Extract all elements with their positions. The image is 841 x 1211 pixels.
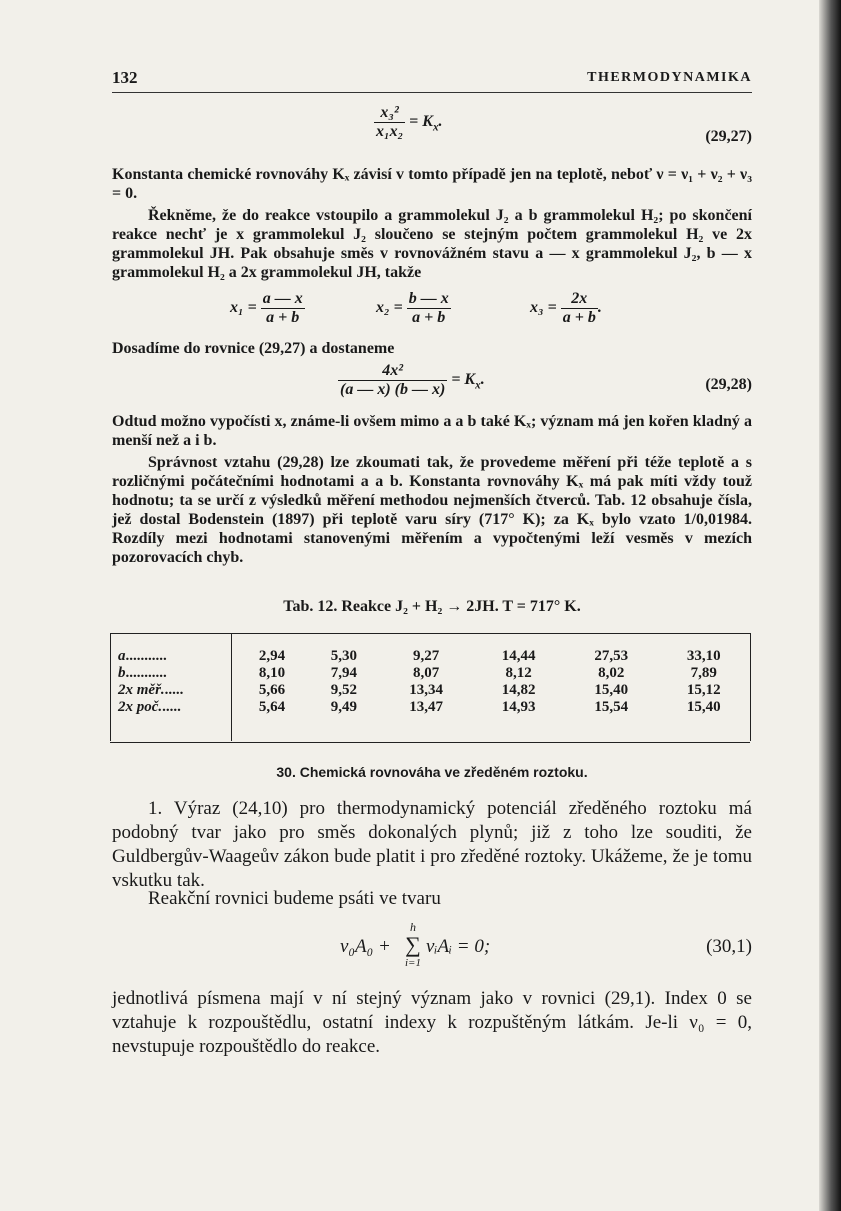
table-cell: 14,93 [501,699,536,715]
eq-29-28-rhs-sub: x [475,379,481,392]
eq-30-1-rhs: νᵢAᵢ = 0; [426,936,491,957]
table-left-border [110,633,111,741]
table-cell: 7,94 [330,665,358,681]
table-cell: 15,54 [594,699,629,715]
table-row [110,665,750,682]
table-row-label [110,699,236,716]
running-head-title: THERMODYNAMIKA [587,70,752,85]
eq-30-1-sum [402,918,424,972]
table-caption: Tab. 12. Reakce J₂ + H₂ → 2JH. T = 717° K. [283,598,581,615]
eq-30-1-label: (30,1) [706,936,752,957]
section-paragraph-1: 1. Výraz (24,10) pro thermodynamický potenciál zředěného roztoku má podobný tvar jako pro směs dokonalých plynů; již z toho lze souditi, že Guldbergův-Waageův zákon bude platit i pro zředěné roztoky. Ukážeme, že je tomu vskutku tak. [112,798,752,891]
table-row-label [110,682,236,699]
paragraph-5: Správnost vztahu (29,28) lze zkoumati tak, že provedeme měření při téže teplotě a s rozličnými počátečními hodnotami a a b. Konstanta rovnováhy Kₓ má pak míti vždy touž hodnotu; ta se určí z výsledků měření methodou nejmenších čtverců. Tab. 12 obsahuje čísla, jež dostal Bodenstein (1897) při teplotě varu síry (717° K); za Kₓ bylo vzato 1/0,01984. Rozdíly mezi hodnotami stanovenými měřením a vypočtenými leží vesměs v mezích pozorovacích chyb. [112,454,752,566]
fraction-x1-lhs: x₁ = [230,299,257,317]
table-cell: 15,12 [686,682,721,698]
fraction-x1-den: a + b [261,308,305,327]
eq-29-28-denominator: (a — x) (b — x) [340,381,446,398]
eq-30-1-lhs: ν₀A₀ + [340,936,391,957]
table-right-border [750,633,751,741]
equation-30-1 [112,918,752,978]
fraction-x3-lhs: x₃ = [530,299,557,317]
page-number: 132 [112,68,138,87]
table-cell: 8,07 [413,665,440,681]
fraction-x2 [376,290,451,327]
eq-29-27-tail: . [438,113,443,131]
section-paragraph-2: Reakční rovnici budeme psáti ve tvaru [148,888,441,909]
section-paragraph-3: jednotlivá písmena mají v ní stejný význam jako v rovnici (29,1). Index 0 se vztahuje k rozpouštědlu, ostatní indexy k rozpuštěným látkám. Je-li ν₀ = 0, nevstupuje rozpouštědlo do reakce. [112,988,752,1057]
table-cell: 5,30 [330,648,358,664]
eq-30-1-sum-sigma: ∑ [405,932,421,957]
row-leader-dots: ........... [125,648,167,664]
eq-29-27-label: (29,27) [705,128,752,145]
table-row [110,682,750,699]
table-cell: 8,12 [505,665,532,681]
fraction-x2-lhs: x₂ = [376,299,403,317]
row-label-text: 2x měř. [118,682,165,698]
table-cell: 13,34 [409,682,444,698]
table-cell: 14,82 [501,682,536,698]
table-cell: 13,47 [409,699,444,715]
table-cell: 5,66 [258,682,286,698]
table-row [110,648,750,665]
eq-29-28-label: (29,28) [705,376,752,393]
row-leader-dots: ..... [164,682,184,698]
fraction-x1-num: a — x [262,290,303,307]
eq-29-27-denominator: x₁x₂ [376,123,404,140]
table-cell: 9,52 [330,682,358,698]
row-label-text: a [118,648,126,664]
table-cell: 9,49 [330,699,358,715]
table-cell: 7,89 [690,665,717,681]
paragraph-1: Konstanta chemické rovnováhy Kₓ závisí v tomto případě jen na teplotě, neboť ν = ν₁ + ν₂ + ν₃ = 0. [112,166,752,202]
table-cell: 15,40 [686,699,721,715]
running-header [112,68,752,90]
fractions-row [112,290,752,332]
eq-29-28-tail: . [480,371,485,389]
table-label-divider [231,633,232,741]
eq-29-28-numerator: 4x² [382,362,404,379]
fraction-x3-num: 2x [571,290,588,307]
fraction-x2-den: a + b [407,308,451,327]
fraction-x2-num: b — x [408,290,449,307]
table-cell: 5,64 [258,699,286,715]
header-rule [112,92,752,93]
eq-29-28-rhs: = K [451,371,476,389]
paragraph-3: Dosadíme do rovnice (29,27) a dostaneme [112,340,395,357]
table-row [110,699,750,716]
table-cell: 27,53 [594,648,629,664]
data-table [110,633,750,743]
eq-30-1-sum-bottom: i=1 [405,957,421,969]
row-leader-dots: ........... [125,665,167,681]
table-cell: 33,10 [686,648,721,664]
equation-29-28 [112,362,752,408]
paragraph-4: Odtud možno vypočísti x, známe-li ovšem mimo a a b také Kₓ; význam má jen kořen kladný a menší než a i b. [112,413,752,449]
table-cell: 15,40 [594,682,629,698]
table-cell: 14,44 [501,648,536,664]
table-cell: 9,27 [413,648,440,664]
fraction-x3 [530,290,602,327]
table-cell: 8,02 [598,665,625,681]
row-label-text: 2x poč. [118,699,163,715]
table-row-label [110,665,236,682]
eq-29-27-numerator: x₃² [380,104,399,121]
section-title: 30. Chemická rovnováha ve zředěném roztoku. [276,764,588,780]
eq-29-27-rhs-sub: x [432,121,439,134]
table-cell: 8,10 [258,665,286,681]
eq-30-1-sum-top: h [410,920,416,934]
fraction-x3-den: a + b [562,309,596,326]
fraction-x1 [230,290,305,327]
row-leader-dots: ..... [162,699,181,715]
row-label-text: b [118,665,126,681]
eq-29-27-rhs: = K [409,113,433,131]
table-cell: 2,94 [258,648,286,664]
equation-29-27 [112,104,752,156]
page-edge-shadow [819,0,841,1211]
paragraph-2: Řekněme, že do reakce vstoupilo a grammolekul J₂ a b grammolekul H₂; po skončení reakce nechť je x grammolekul J₂ sloučeno se stejným počtem grammolekul H₂ ve 2x grammolekul JH. Pak obsahuje směs v rovnovážném stavu a — x grammolekul J₂, b — x grammolekul H₂ a 2x grammolekul JH, takže [112,207,752,281]
table-row-label [110,648,236,665]
fraction-x3-tail: . [597,299,602,317]
